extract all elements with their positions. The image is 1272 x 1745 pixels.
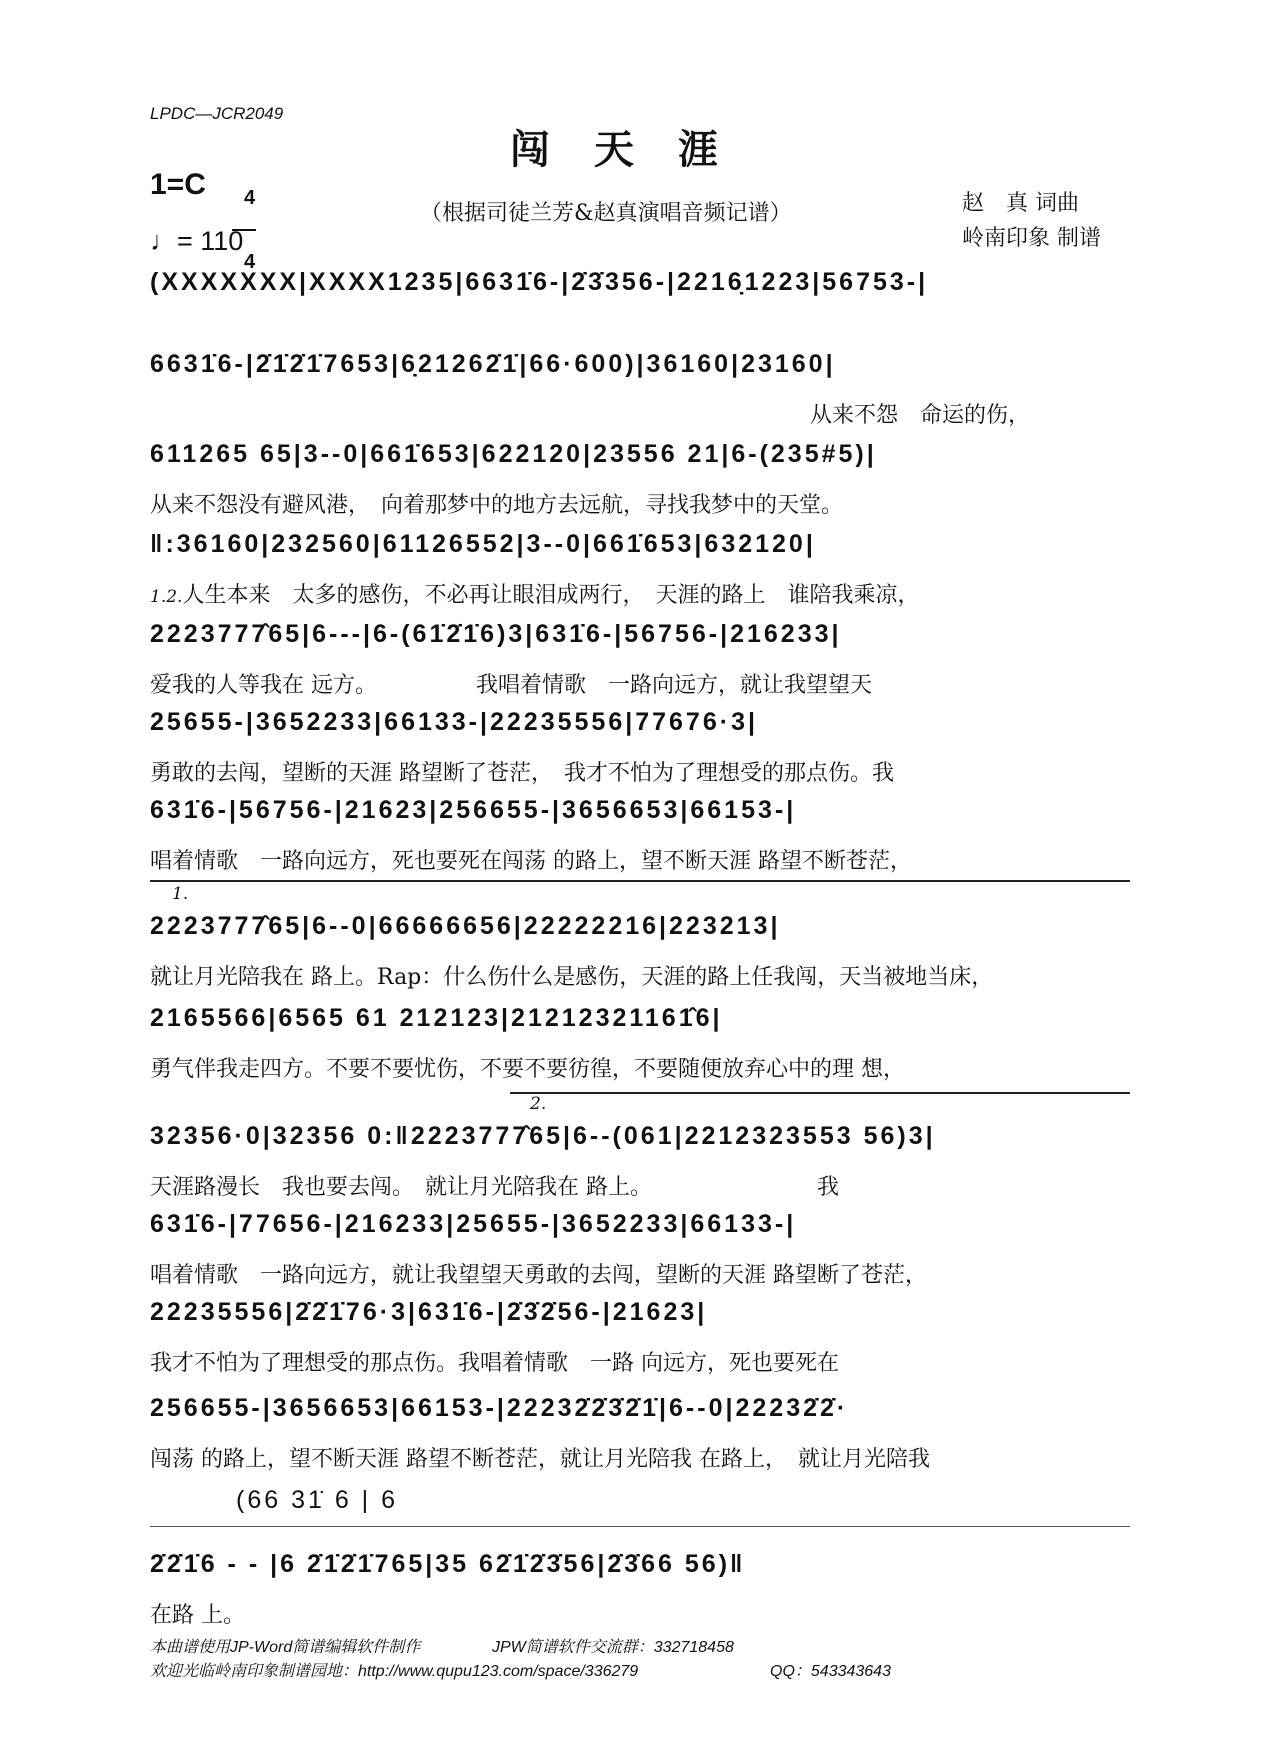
lyrics-line-14: 在路 上。 bbox=[150, 1603, 245, 1628]
lyrics-line-7: 唱着情歌 一路向远方，死也要死在闯荡 的路上，望不断天涯 路望不断苍茫， bbox=[150, 849, 912, 874]
upper-voice-notes: (66 31̇ 6 | 6 bbox=[236, 1486, 399, 1514]
lyrics-line-10: 天涯路漫长 我也要去闯。 就让月光陪我在 路上。 我 bbox=[150, 1175, 839, 1200]
lyrics-line-9: 勇气伴我走四方。不要不要忧伤，不要不要彷徨，不要随便放弃心中的理 想， bbox=[150, 1057, 905, 1082]
notation-system-4: ‖:36160|232560|61126552|3--0|661̇653|632120| bbox=[150, 530, 816, 558]
tempo-marking: ♩= 110 bbox=[150, 226, 244, 256]
notation-system-14: 2̇2̇1̇6 - - |6 2̇1̇2̇1̇765|35 62̇1̇2̇3̇56|2̇3̇66 56)‖ bbox=[150, 1550, 746, 1578]
lyrics-line-8: 就让月光陪我在 路上。Rap：什么伤什么是感伤，天涯的路上任我闯，天当被地当床， bbox=[150, 965, 994, 990]
notation-system-3: 611265 65|3--0|661̇653|622120|23556 21|6-(235#5)| bbox=[150, 440, 877, 468]
verse-number: 1.2. bbox=[150, 587, 183, 607]
lyrics-line-11: 唱着情歌 一路向远方，就让我望望天勇敢的去闯，望断的天涯 路望断了苍茫， bbox=[150, 1263, 927, 1288]
notation-system-7: 631̇6-|56756-|21623|256655-|3656653|66153-| bbox=[150, 796, 797, 824]
lyrics-line-4-text: 人生本来 太多的感伤，不必再让眼泪成两行， 天涯的路上 谁陪我乘凉， bbox=[182, 583, 920, 608]
volta-1-label: 1. bbox=[172, 884, 189, 904]
volta-1-bracket bbox=[150, 880, 1130, 882]
lyrics-line-6: 勇敢的去闯，望断的天涯 路望断了苍茫， 我才不怕为了理想受的那点伤。我 bbox=[150, 761, 894, 786]
lyrics-line-2: 从来不怨 命运的伤， bbox=[810, 403, 1031, 428]
volta-2-bracket bbox=[510, 1092, 1130, 1094]
notation-system-9: 2165566|6565 61 212123|21212321161̂6| bbox=[150, 1004, 723, 1032]
volta-2-label: 2. bbox=[530, 1094, 547, 1114]
time-denominator: 4 bbox=[244, 251, 256, 273]
subtitle: （根据司徒兰芳&赵真演唱音频记谱） bbox=[420, 201, 792, 226]
notation-system-13: 256655-|3656653|66153-|22232̇2̇3̇2̇1̇|6--0|22232̇2̇· bbox=[150, 1394, 849, 1422]
lyrics-line-4 bbox=[150, 578, 1130, 609]
notation-system-11: 631̇6-|77656-|216233|25655-|3652233|66133-| bbox=[150, 1210, 797, 1238]
staff-divider bbox=[150, 1526, 1130, 1527]
score-code: LPDC—JCR2049 bbox=[150, 104, 284, 123]
lyrics-line-13: 闯荡 的路上，望不断天涯 路望不断苍茫，就让月光陪我 在路上， 就让月光陪我 bbox=[150, 1447, 930, 1472]
footer-software-note: 本曲谱使用JP-Word简谱编辑软件制作 bbox=[150, 1639, 421, 1656]
notation-system-12: 22235556|2̇2̇1̇76·3|631̇6-|2̇3̇2̇56-|21623| bbox=[150, 1298, 708, 1326]
footer-qq: QQ：543343643 bbox=[770, 1663, 891, 1680]
notation-system-6: 25655-|3652233|66133-|22235556|77676·3| bbox=[150, 708, 758, 736]
song-title: 闯天涯 bbox=[510, 126, 762, 173]
notation-system-5: 2223777̂65|6---|6-(61̇2̇1̇6)3|631̇6-|56756-|216233| bbox=[150, 620, 842, 648]
time-numerator: 4 bbox=[244, 187, 256, 209]
notation-system-10: 32356·0|32356 0:‖2223777̂65|6--(061|2212323553 56)3| bbox=[150, 1122, 936, 1150]
notation-system-1: (XXXXXXX|XXXX1235|6631̇6-|2̇3̇356-|2216̣1223|56753-| bbox=[150, 268, 929, 296]
arranger-credit: 岭南印象 制谱 bbox=[962, 226, 1101, 251]
footer-group-number: JPW简谱软件交流群：332718458 bbox=[492, 1639, 734, 1656]
lyrics-line-3: 从来不怨没有避风港， 向着那梦中的地方去远航，寻找我梦中的天堂。 bbox=[150, 493, 844, 518]
lyrics-line-12: 我才不怕为了理想受的那点伤。我唱着情歌 一路 向远方，死也要死在 bbox=[150, 1351, 839, 1376]
footer-website: 欢迎光临岭南印象制谱园地：http://www.qupu123.com/space/336279 bbox=[150, 1663, 639, 1680]
notation-system-8: 2223777̂65|6--0|66666656|22222216|223213| bbox=[150, 912, 781, 940]
lyrics-line-5: 爱我的人等我在 远方。 我唱着情歌 一路向远方，就让我望望天 bbox=[150, 673, 872, 698]
key-signature: 1=C bbox=[150, 168, 206, 201]
notation-system-2: 6631̇6-|2̇1̇2̇1̇7653|6̣21262̇1̇|66·600)|36160|23160| bbox=[150, 350, 836, 378]
lyricist-credit: 赵 真 词曲 bbox=[962, 191, 1079, 216]
